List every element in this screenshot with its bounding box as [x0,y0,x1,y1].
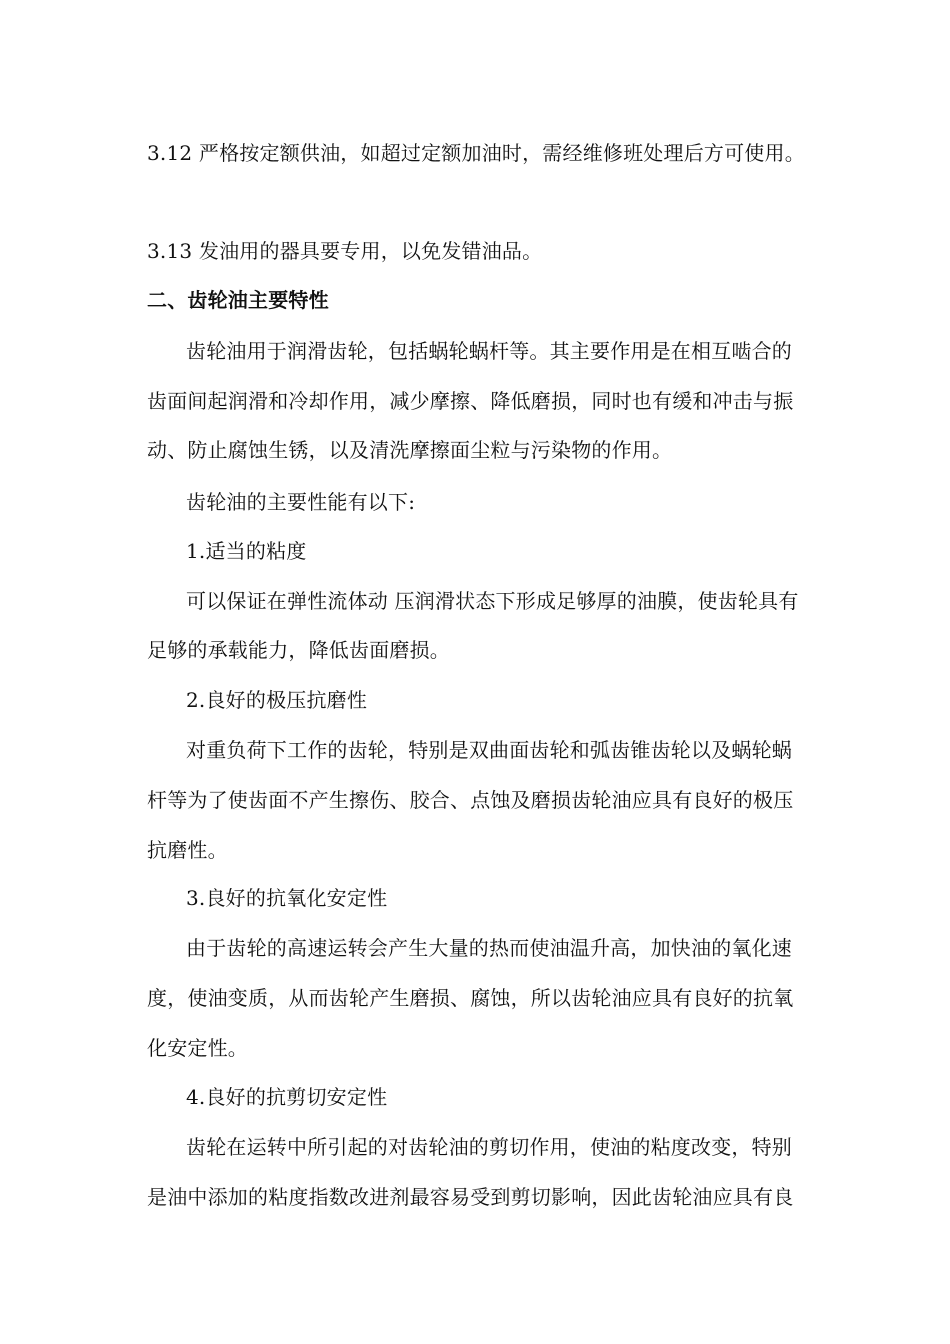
property-title-3: 3.良好的抗氧化安定性 [186,886,388,910]
property-3-line-2: 度，使油变质，从而齿轮产生磨损、腐蚀，所以齿轮油应具有良好的抗氧 [147,986,794,1010]
intro-line-2: 齿面间起润滑和冷却作用，减少摩擦、降低磨损，同时也有缓和冲击与振 [147,389,794,413]
intro-line-3: 动、防止腐蚀生锈，以及清洗摩擦面尘粒与污染物的作用。 [147,438,673,462]
paragraph-3-12: 3.12 严格按定额供油，如超过定额加油时，需经维修班处理后方可使用。 [147,141,805,165]
property-1-line-1: 可以保证在弹性流体动 压润滑状态下形成足够厚的油膜，使齿轮具有 [186,589,799,613]
properties-intro: 齿轮油的主要性能有以下: [186,490,416,514]
property-2-line-1: 对重负荷下工作的齿轮，特别是双曲面齿轮和弧齿锥齿轮以及蜗轮蜗 [186,738,792,762]
property-title-4: 4.良好的抗剪切安定性 [186,1085,388,1109]
intro-line-1: 齿轮油用于润滑齿轮，包括蜗轮蜗杆等。其主要作用是在相互啮合的 [186,339,792,363]
property-3-line-3: 化安定性。 [147,1036,248,1060]
property-2-line-3: 抗磨性。 [147,838,228,862]
section-heading: 二、齿轮油主要特性 [147,288,329,312]
property-3-line-1: 由于齿轮的高速运转会产生大量的热而使油温升高，加快油的氧化速 [186,936,792,960]
property-2-line-2: 杆等为了使齿面不产生擦伤、胶合、点蚀及磨损齿轮油应具有良好的极压 [147,788,794,812]
paragraph-3-13: 3.13 发油用的器具要专用，以免发错油品。 [147,239,543,263]
property-4-line-1: 齿轮在运转中所引起的对齿轮油的剪切作用，使油的粘度改变，特别 [186,1135,792,1159]
property-4-line-2: 是油中添加的粘度指数改进剂最容易受到剪切影响，因此齿轮油应具有良 [147,1185,794,1209]
property-title-1: 1.适当的粘度 [186,539,307,563]
property-title-2: 2.良好的极压抗磨性 [186,688,368,712]
property-1-line-2: 足够的承载能力，降低齿面磨损。 [147,638,450,662]
